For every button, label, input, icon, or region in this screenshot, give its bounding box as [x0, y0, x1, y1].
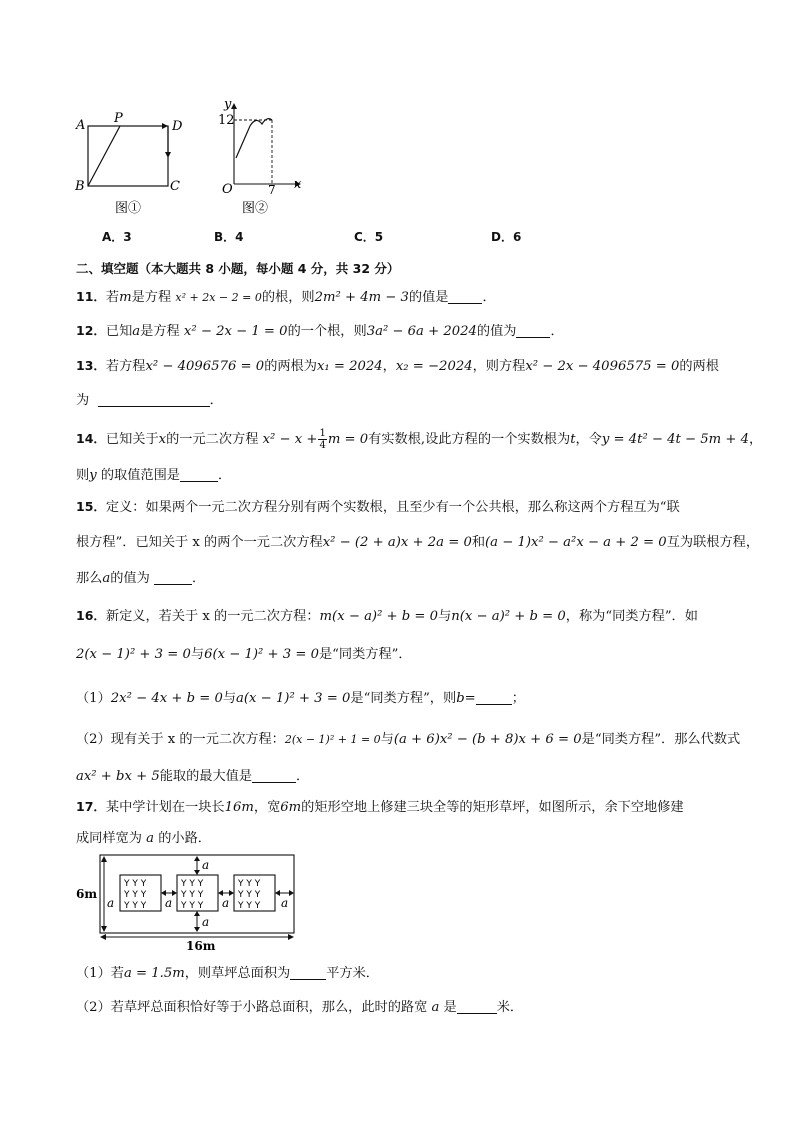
grass-row: Y Y Y	[181, 901, 204, 911]
question-17-part-2: （2）若草坪总面积恰好等于小路总面积，那么，此时的路宽 a 是 米．	[76, 1000, 524, 1015]
question-16-part-2: （2）现有关于 x 的一元二次方程：2(x − 1)² + 1 = 0与(a + 6)x² − (b + 8)x + 6 = 0是“同类方程”．那么代数式	[76, 732, 741, 747]
question-14: 14．已知关于x的一元二次方程 x² − x + $\frac{1}{4}$ m = 0有实数根,设此方程的一个实数根为t，令y = 4t² − 4t − 5m + 4，	[76, 428, 763, 451]
figure-1-caption: 图①	[115, 201, 142, 216]
a-label: a	[202, 915, 210, 929]
label-a: A	[76, 118, 86, 133]
question-13-cont: 为 ．	[76, 393, 223, 408]
question-16-part-1: （1）2x² − 4x + b = 0与a(x − 1)² + 3 = 0是“同类方程”，则b= ；	[76, 691, 525, 706]
answer-blank[interactable]	[98, 392, 210, 407]
tick-12: 12	[218, 113, 235, 128]
question-16-example: 2(x − 1)² + 3 = 0与6(x − 1)² + 3 = 0是“同类方程”．	[76, 647, 412, 662]
a-label: a	[202, 858, 210, 872]
section-title: 二、填空题（本大题共 8 小题，每小题 4 分，共 32 分）	[76, 261, 400, 276]
question-14-cont: 则y 的取值范围是 ．	[76, 468, 232, 483]
height-label: 6m	[76, 887, 98, 901]
question-12: 12．已知a是方程 x² − 2x − 1 = 0的一个根，则3a² − 6a + 2024的值为 ．	[76, 323, 564, 339]
a-label: a	[281, 896, 289, 910]
grass-row: Y Y Y	[181, 879, 204, 889]
grass-row: Y Y Y	[124, 901, 147, 911]
question-13: 13．若方程x² − 4096576 = 0的两根为x₁ = 2024，x₂ = −2024，则方程x² − 2x − 4096575 = 0的两根	[76, 358, 719, 374]
figure-2-caption: 图②	[242, 201, 269, 216]
label-y: y	[224, 98, 232, 112]
question-17-line-2: 成同样宽为 a 的小路．	[76, 831, 211, 846]
grass-row: Y Y Y	[124, 879, 147, 889]
label-b: B	[75, 179, 85, 194]
answer-blank[interactable]	[457, 999, 497, 1014]
answer-blank[interactable]	[476, 690, 512, 705]
question-17: 17．某中学计划在一块长16m，宽6m的矩形空地上修建三块全等的矩形草坪，如图所示，余下空地修建	[76, 799, 684, 815]
option-d[interactable]: D．6	[491, 230, 522, 244]
figure-1	[70, 108, 200, 218]
a-label: a	[107, 896, 115, 910]
grass-row: Y Y Y	[238, 890, 261, 900]
figure-2	[212, 98, 312, 218]
question-15-line-2: 根方程”．已知关于 x 的两个一元二次方程x² − (2 + a)x + 2a = 0和(a − 1)x² − a²x − a + 2 = 0互为联根方程，	[76, 535, 760, 550]
y-axis-arrow-icon	[231, 103, 237, 109]
graph-curve	[236, 119, 272, 158]
question-16: 16．新定义，若关于 x 的一元二次方程：m(x − a)² + b = 0与n(x − a)² + b = 0，称为“同类方程”．如	[76, 608, 698, 624]
answer-blank[interactable]	[252, 768, 296, 783]
label-p: P	[114, 111, 123, 126]
a-label: a	[222, 896, 230, 910]
option-b[interactable]: B．4	[214, 230, 244, 244]
grass-row: Y Y Y	[181, 890, 204, 900]
label-x: x	[294, 177, 302, 192]
answer-blank[interactable]	[180, 467, 218, 482]
arrow-right-icon	[162, 123, 168, 129]
label-o: O	[222, 182, 233, 197]
segment-bp	[88, 126, 120, 186]
question-15: 15．定义：如果两个一元二次方程分别有两个实数根，且至少有一个公共根，那么称这两个方程互为“联	[76, 499, 680, 515]
label-d: D	[172, 119, 183, 134]
answer-blank[interactable]	[154, 570, 192, 585]
question-11: 11．若m是方程 x² + 2x − 2 = 0的根，则2m² + 4m − 3的值是 ．	[76, 289, 496, 305]
option-c[interactable]: C．5	[354, 230, 384, 244]
grass-row: Y Y Y	[124, 890, 147, 900]
question-17-part-1: （1）若a = 1.5m，则草坪总面积为 平方米．	[76, 966, 379, 981]
option-a[interactable]: A．3	[102, 230, 132, 244]
rectangle-abcd	[88, 126, 168, 186]
answer-blank[interactable]	[290, 965, 326, 980]
question-16-part-2-cont: ax² + bx + 5能取的最大值是 ．	[76, 769, 310, 784]
label-c: C	[170, 179, 180, 194]
garden-figure	[74, 852, 304, 954]
question-15-line-3: 那么a的值为 ．	[76, 571, 206, 586]
grass-row: Y Y Y	[238, 879, 261, 889]
answer-blank[interactable]	[516, 323, 550, 338]
fraction-one-quarter: $\frac{1}{4}$	[319, 428, 326, 451]
grass-row: Y Y Y	[238, 901, 261, 911]
width-label: 16m	[186, 939, 216, 953]
a-label: a	[165, 896, 173, 910]
tick-7: 7	[268, 183, 276, 197]
answer-blank[interactable]	[448, 289, 482, 304]
